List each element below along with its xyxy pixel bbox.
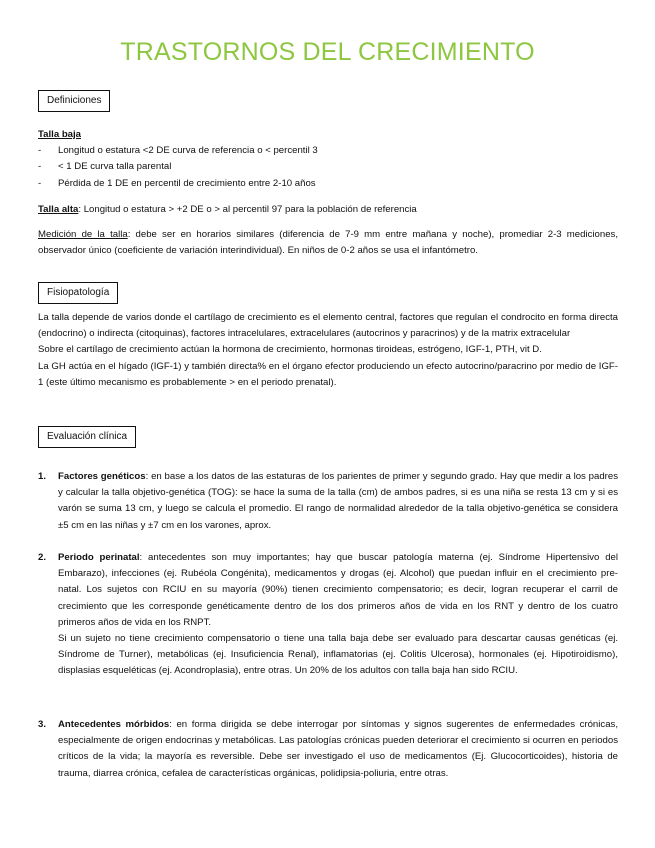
item-heading: Antecedentes mórbidos (58, 719, 170, 730)
section-header-label: Evaluación clínica (47, 431, 128, 442)
item-text-continued: Si un sujeto no tiene crecimiento compensatorio o tiene una talla baja debe ser evaluado para descartar causas genéticas (ej. Síndrome de Turner), metabólicas (ej. Insuficiencia Renal), inflamatorias (ej. Colitis Ulcerosa), hormonales (ej. Hipotiroidismo), displasias esqueléticas (ej. Acondroplasia), entre otras. Un 20% de los adultos con talla baja han sido RCIU. (58, 633, 618, 677)
fisiopatologia-paragraph-1: La talla depende de varios donde el cartílago de crecimiento es el elemento central, factores que regulan el condrocito en forma directa (endocrino) o indirecta (citoquinas), factores intracelulares, extracelulares (autocrinos y paracrinos) y de la matrix extracelular (38, 312, 618, 340)
item-text: : antecedentes son muy importantes; hay que buscar patología materna (ej. Síndrome Hipertensivo del Embarazo), infecciones (ej. Rubéola Congénita), medicamentos y drogas (ej. Alcohol) que puedan influir en el crecimiento pre- natal. Los sujetos con RCIU en su mayoría (90%) tienen crecimiento compensatorio; es decir, logran recuperar el carril de crecimiento que les corresponde genéticamente dentro de los dos primeros años de vida en los RNT y dentro de los cuatro primeros años de vida en los RNPT. (58, 552, 619, 628)
fisiopatologia-paragraph-2: Sobre el cartílago de crecimiento actúan la hormona de crecimiento, hormonas tiroideas, estrógeno, IGF-1, PTH, vit D. (38, 344, 542, 356)
item-heading: Factores genéticos (58, 471, 146, 482)
talla-baja-heading: Talla baja (38, 129, 82, 140)
section-header-fisiopatologia (38, 282, 118, 304)
list-item: - Longitud o estatura <2 DE curva de referencia o < percentil 3 (38, 143, 618, 159)
item-number: 2. (38, 552, 47, 563)
talla-alta-block (38, 202, 618, 218)
medicion-text: : debe ser en horarios similares (diferencia de 7-9 mm entre mañana y noche), promediar 2-3 mediciones, observador único (coeficiente de variación interindividual). En niños de 0-2 años se usa el infantómetro. (38, 229, 618, 257)
fisiopatologia-paragraph-3: La GH actúa en el hígado (IGF-1) y también directa% en el órgano efector produciendo un efecto autocrino/paracrino por medio de IGF-1 (este último mecanismo es probablemente > en el periodo prenatal). (38, 360, 618, 388)
talla-alta-heading: Talla alta (38, 204, 79, 215)
page-title: TRASTORNOS DEL CRECIMIENTO (120, 38, 535, 66)
item-text: : en forma dirigida se debe interrogar por síntomas y signos sugerentes de enfermedades crónicas, especialmente de origen endocrinas y metabólicas. Las patologías crónicas pueden deteriorar el crecimiento si ocurren en periodos críticos de la vida; la mayoría es reversible. Debe ser investigado el uso de medicamentos (Ej. Glucocorticoides), historia de trauma, diarrea crónica, cefalea de características orgánicas, polidipsia-poliuria, entre otras. (58, 719, 618, 779)
talla-alta-text: : Longitud o estatura > +2 DE o > al percentil 97 para la población de referencia (78, 204, 417, 215)
section-header-definiciones (38, 90, 110, 112)
numbered-item-2 (38, 550, 618, 680)
item-heading: Periodo perinatal (58, 552, 140, 563)
talla-baja-list (38, 143, 618, 192)
medicion-block (38, 227, 618, 259)
medicion-heading: Medición de la talla (38, 229, 128, 240)
numbered-item-3 (38, 717, 618, 782)
item-number: 3. (38, 719, 47, 730)
list-item: - Pérdida de 1 DE en percentil de crecimiento entre 2-10 años (38, 176, 618, 192)
section-header-evaluacion (38, 426, 136, 448)
item-text: : en base a los datos de las estaturas de los parientes de primer y segundo grado. Hay que medir a los padres y calcular la talla objetivo-genética (TOG): se hace la suma de la talla (cm) de ambos padres, si es una niña se resta 13 cm y si es varón se suma 13 cm, y luego se calcula el promedio. El rango de normalidad alrededor de la talla objetivo-genética se considera ±5 cm en las niñas y ±7 cm en los varones, aprox. (58, 471, 618, 531)
section-header-label: Fisiopatología (47, 287, 110, 298)
numbered-item-1 (38, 469, 618, 534)
fisiopatologia-block (38, 310, 618, 391)
section-header-label: Definiciones (47, 95, 102, 106)
list-item: - < 1 DE curva talla parental (38, 159, 618, 175)
item-number: 1. (38, 471, 47, 482)
talla-baja-block (38, 127, 618, 192)
